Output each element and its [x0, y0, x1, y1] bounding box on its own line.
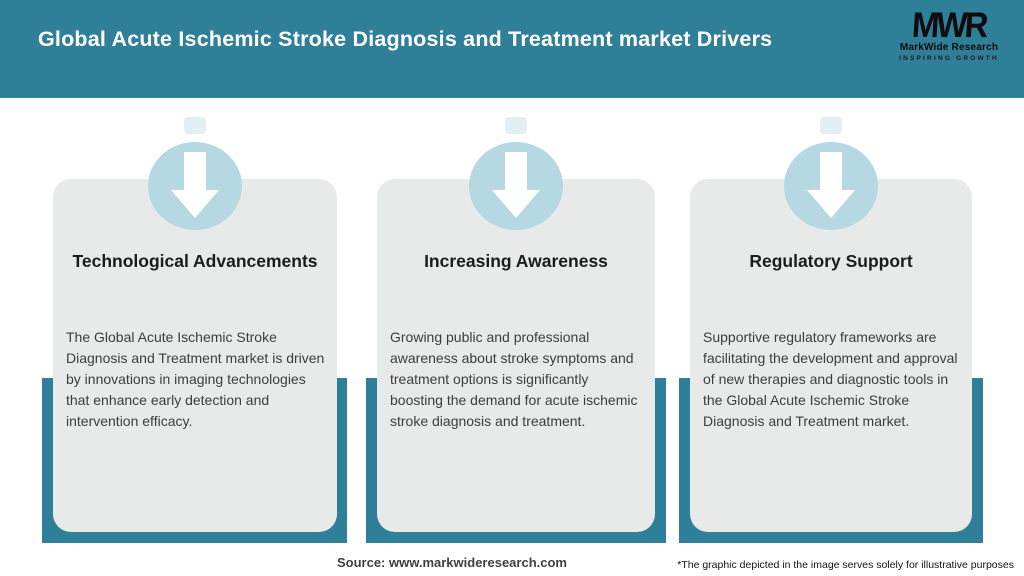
- card-body: Growing public and professional awareness about stroke symptoms and treatment options is significantly boosting the demand for acute ischemic stroke diagnosis and treatment.: [390, 329, 638, 429]
- page-title: Global Acute Ischemic Stroke Diagnosis and Treatment market Drivers: [38, 27, 773, 51]
- down-arrow-icon: [784, 142, 878, 230]
- arrow-tab-decoration: [820, 117, 842, 134]
- driver-card-technological-advancements: [53, 179, 337, 532]
- driver-card-regulatory-support: [690, 179, 972, 532]
- arrow-tab-decoration: [505, 117, 527, 134]
- card-title: Technological Advancements: [72, 251, 318, 271]
- mwr-monogram-icon: MWR: [910, 4, 988, 45]
- driver-card-increasing-awareness: [377, 179, 655, 532]
- header-bar: [0, 0, 1024, 98]
- disclaimer-text: *The graphic depicted in the image serves solely for illustrative purposes: [677, 559, 1014, 571]
- card-body: The Global Acute Ischemic Stroke Diagnosis and Treatment market is driven by innovations in imaging technologies that enhance early detection and intervention efficacy.: [66, 329, 325, 429]
- brand-tagline: INSPIRING GROWTH: [899, 54, 999, 62]
- brand-name: MarkWide Research: [899, 42, 999, 53]
- arrow-tab-decoration: [184, 117, 206, 134]
- source-text: Source: www.markwideresearch.com: [336, 555, 567, 570]
- down-arrow-icon: [148, 142, 242, 230]
- brand-logo: [890, 4, 1008, 62]
- down-arrow-icon: [469, 142, 563, 230]
- card-title: Increasing Awareness: [424, 251, 608, 271]
- card-title: Regulatory Support: [749, 251, 913, 271]
- card-body: Supportive regulatory frameworks are facilitating the development and approval of new therapies and diagnostic tools in the Global Acute Ischemic Stroke Diagnosis and Treatment market.: [703, 329, 958, 429]
